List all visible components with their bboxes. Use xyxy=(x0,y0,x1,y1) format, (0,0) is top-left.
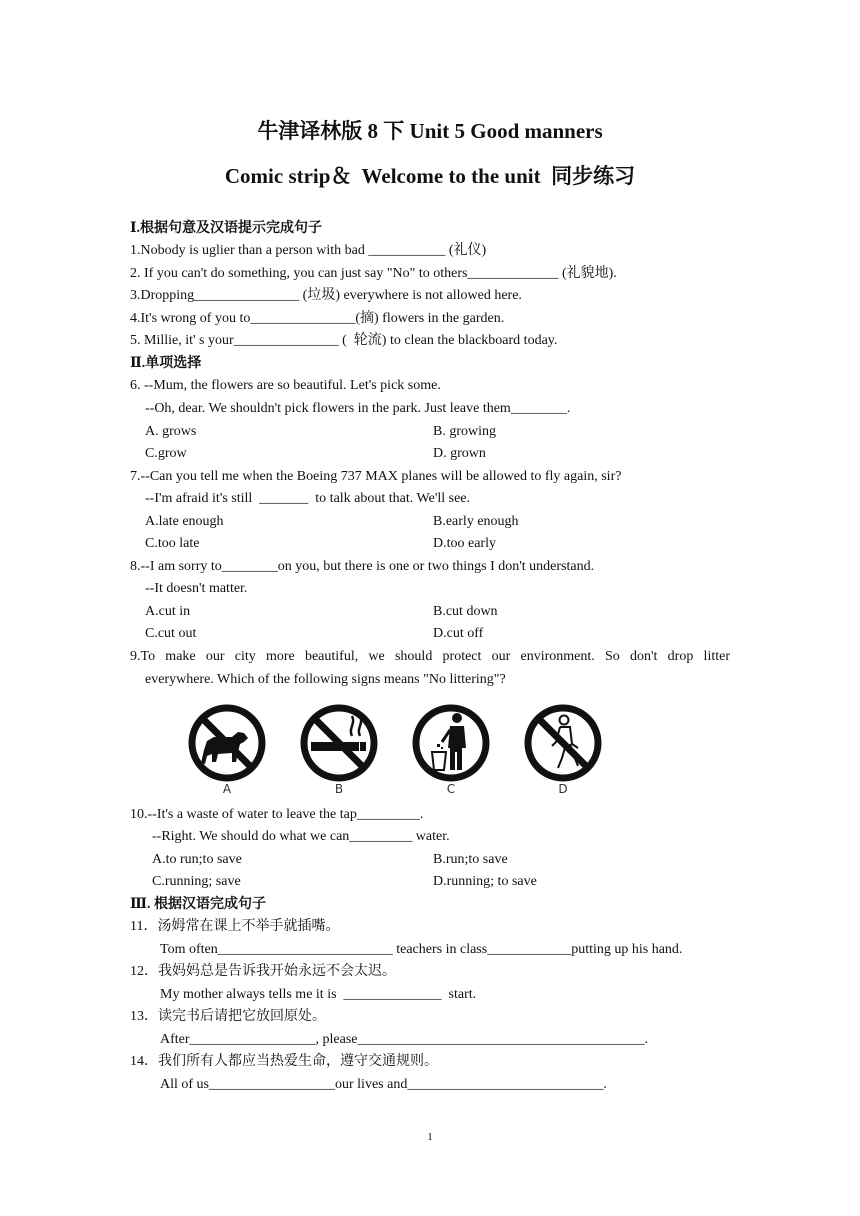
question-10-reply: --Right. We should do what we can_________ water. xyxy=(152,829,450,844)
sign-label-a: A xyxy=(222,782,232,796)
question-7-reply: --I'm afraid it's still _______ to talk about that. We'll see. xyxy=(145,491,471,506)
question-8-option-a: A.cut in xyxy=(145,604,191,619)
question-11-sentence: Tom often_________________________ teachers in class____________putting up his hand. xyxy=(160,942,683,957)
section-1-heading: Ⅰ.根据句意及汉语提示完成句子 xyxy=(130,221,323,236)
question-14: 14．我们所有人都应当热爱生命，遵守交通规则。 xyxy=(130,1054,438,1069)
no-smoking-icon xyxy=(304,708,374,778)
question-14-sentence: All of us__________________our lives and____________________________. xyxy=(160,1077,607,1092)
question-7-option-b: B.early enough xyxy=(433,514,519,529)
question-13-sentence: After__________________, please_________________________________________. xyxy=(160,1032,649,1047)
question-11: 11．汤姆常在课上不举手就插嘴。 xyxy=(130,919,340,934)
question-10-option-d: D.running; to save xyxy=(433,874,537,889)
question-8-reply: --It doesn't matter. xyxy=(145,581,248,596)
section-2-heading: Ⅱ.单项选择 xyxy=(130,356,202,371)
question-8-option-c: C.cut out xyxy=(145,626,197,641)
question-7: 7.--Can you tell me when the Boeing 737 MAX planes will be allowed to fly again, sir? xyxy=(130,469,622,484)
page-title-line-1: 牛津译林版 8 下 Unit 5 Good manners xyxy=(257,119,603,143)
question-10-option-a: A.to run;to save xyxy=(152,852,242,867)
section-3-heading: Ⅲ. 根据汉语完成句子 xyxy=(130,897,267,912)
question-7-option-d: D.too early xyxy=(433,536,496,551)
question-6-reply: --Oh, dear. We shouldn't pick flowers in the park. Just leave them________. xyxy=(145,401,571,416)
sign-label-c: C xyxy=(446,782,456,796)
question-7-option-a: A.late enough xyxy=(145,514,224,529)
question-4: 4.It's wrong of you to_______________(摘) flowers in the garden. xyxy=(130,311,505,326)
question-13: 13．读完书后请把它放回原处。 xyxy=(130,1009,326,1024)
page-title-line-2: Comic strip＆ Welcome to the unit 同步练习 xyxy=(224,164,636,188)
question-10-option-b: B.run;to save xyxy=(433,852,508,867)
question-6-option-c: C.grow xyxy=(145,446,187,461)
question-3: 3.Dropping_______________ (垃圾) everywhere is not allowed here. xyxy=(130,288,522,303)
question-12: 12．我妈妈总是告诉我开始永远不会太迟。 xyxy=(130,964,396,979)
question-1: 1.Nobody is uglier than a person with bad ___________ (礼仪) xyxy=(130,243,487,258)
question-6-option-a: A. grows xyxy=(145,424,197,439)
no-walking-icon xyxy=(528,708,598,778)
question-9: 9.To make our city more beautiful, we should protect our environment. So don't drop litter xyxy=(130,649,730,664)
page-number: 1 xyxy=(427,1131,433,1143)
no-dogs-icon xyxy=(192,708,262,778)
question-8-option-b: B.cut down xyxy=(433,604,498,619)
no-littering-icon xyxy=(416,708,486,778)
question-10-option-c: C.running; save xyxy=(152,874,241,889)
question-5: 5. Millie, it' s your_______________ ( 轮流) to clean the blackboard today. xyxy=(130,333,558,348)
question-8: 8.--I am sorry to________on you, but there is one or two things I don't understand. xyxy=(130,559,595,574)
question-8-option-d: D.cut off xyxy=(433,626,484,641)
sign-label-b: B xyxy=(334,782,344,796)
question-2: 2. If you can't do something, you can just say "No" to others_____________ (礼貌地). xyxy=(130,266,617,281)
question-6-option-b: B. growing xyxy=(433,424,496,439)
prohibition-signs xyxy=(180,696,620,802)
question-12-sentence: My mother always tells me it is ______________ start. xyxy=(160,987,477,1002)
question-9-continued: everywhere. Which of the following signs means "No littering"? xyxy=(145,672,506,687)
sign-label-d: D xyxy=(558,782,568,796)
question-6-option-d: D. grown xyxy=(433,446,486,461)
question-10: 10.--It's a waste of water to leave the tap_________. xyxy=(130,807,424,822)
question-6: 6. --Mum, the flowers are so beautiful. Let's pick some. xyxy=(130,378,441,393)
question-7-option-c: C.too late xyxy=(145,536,200,551)
